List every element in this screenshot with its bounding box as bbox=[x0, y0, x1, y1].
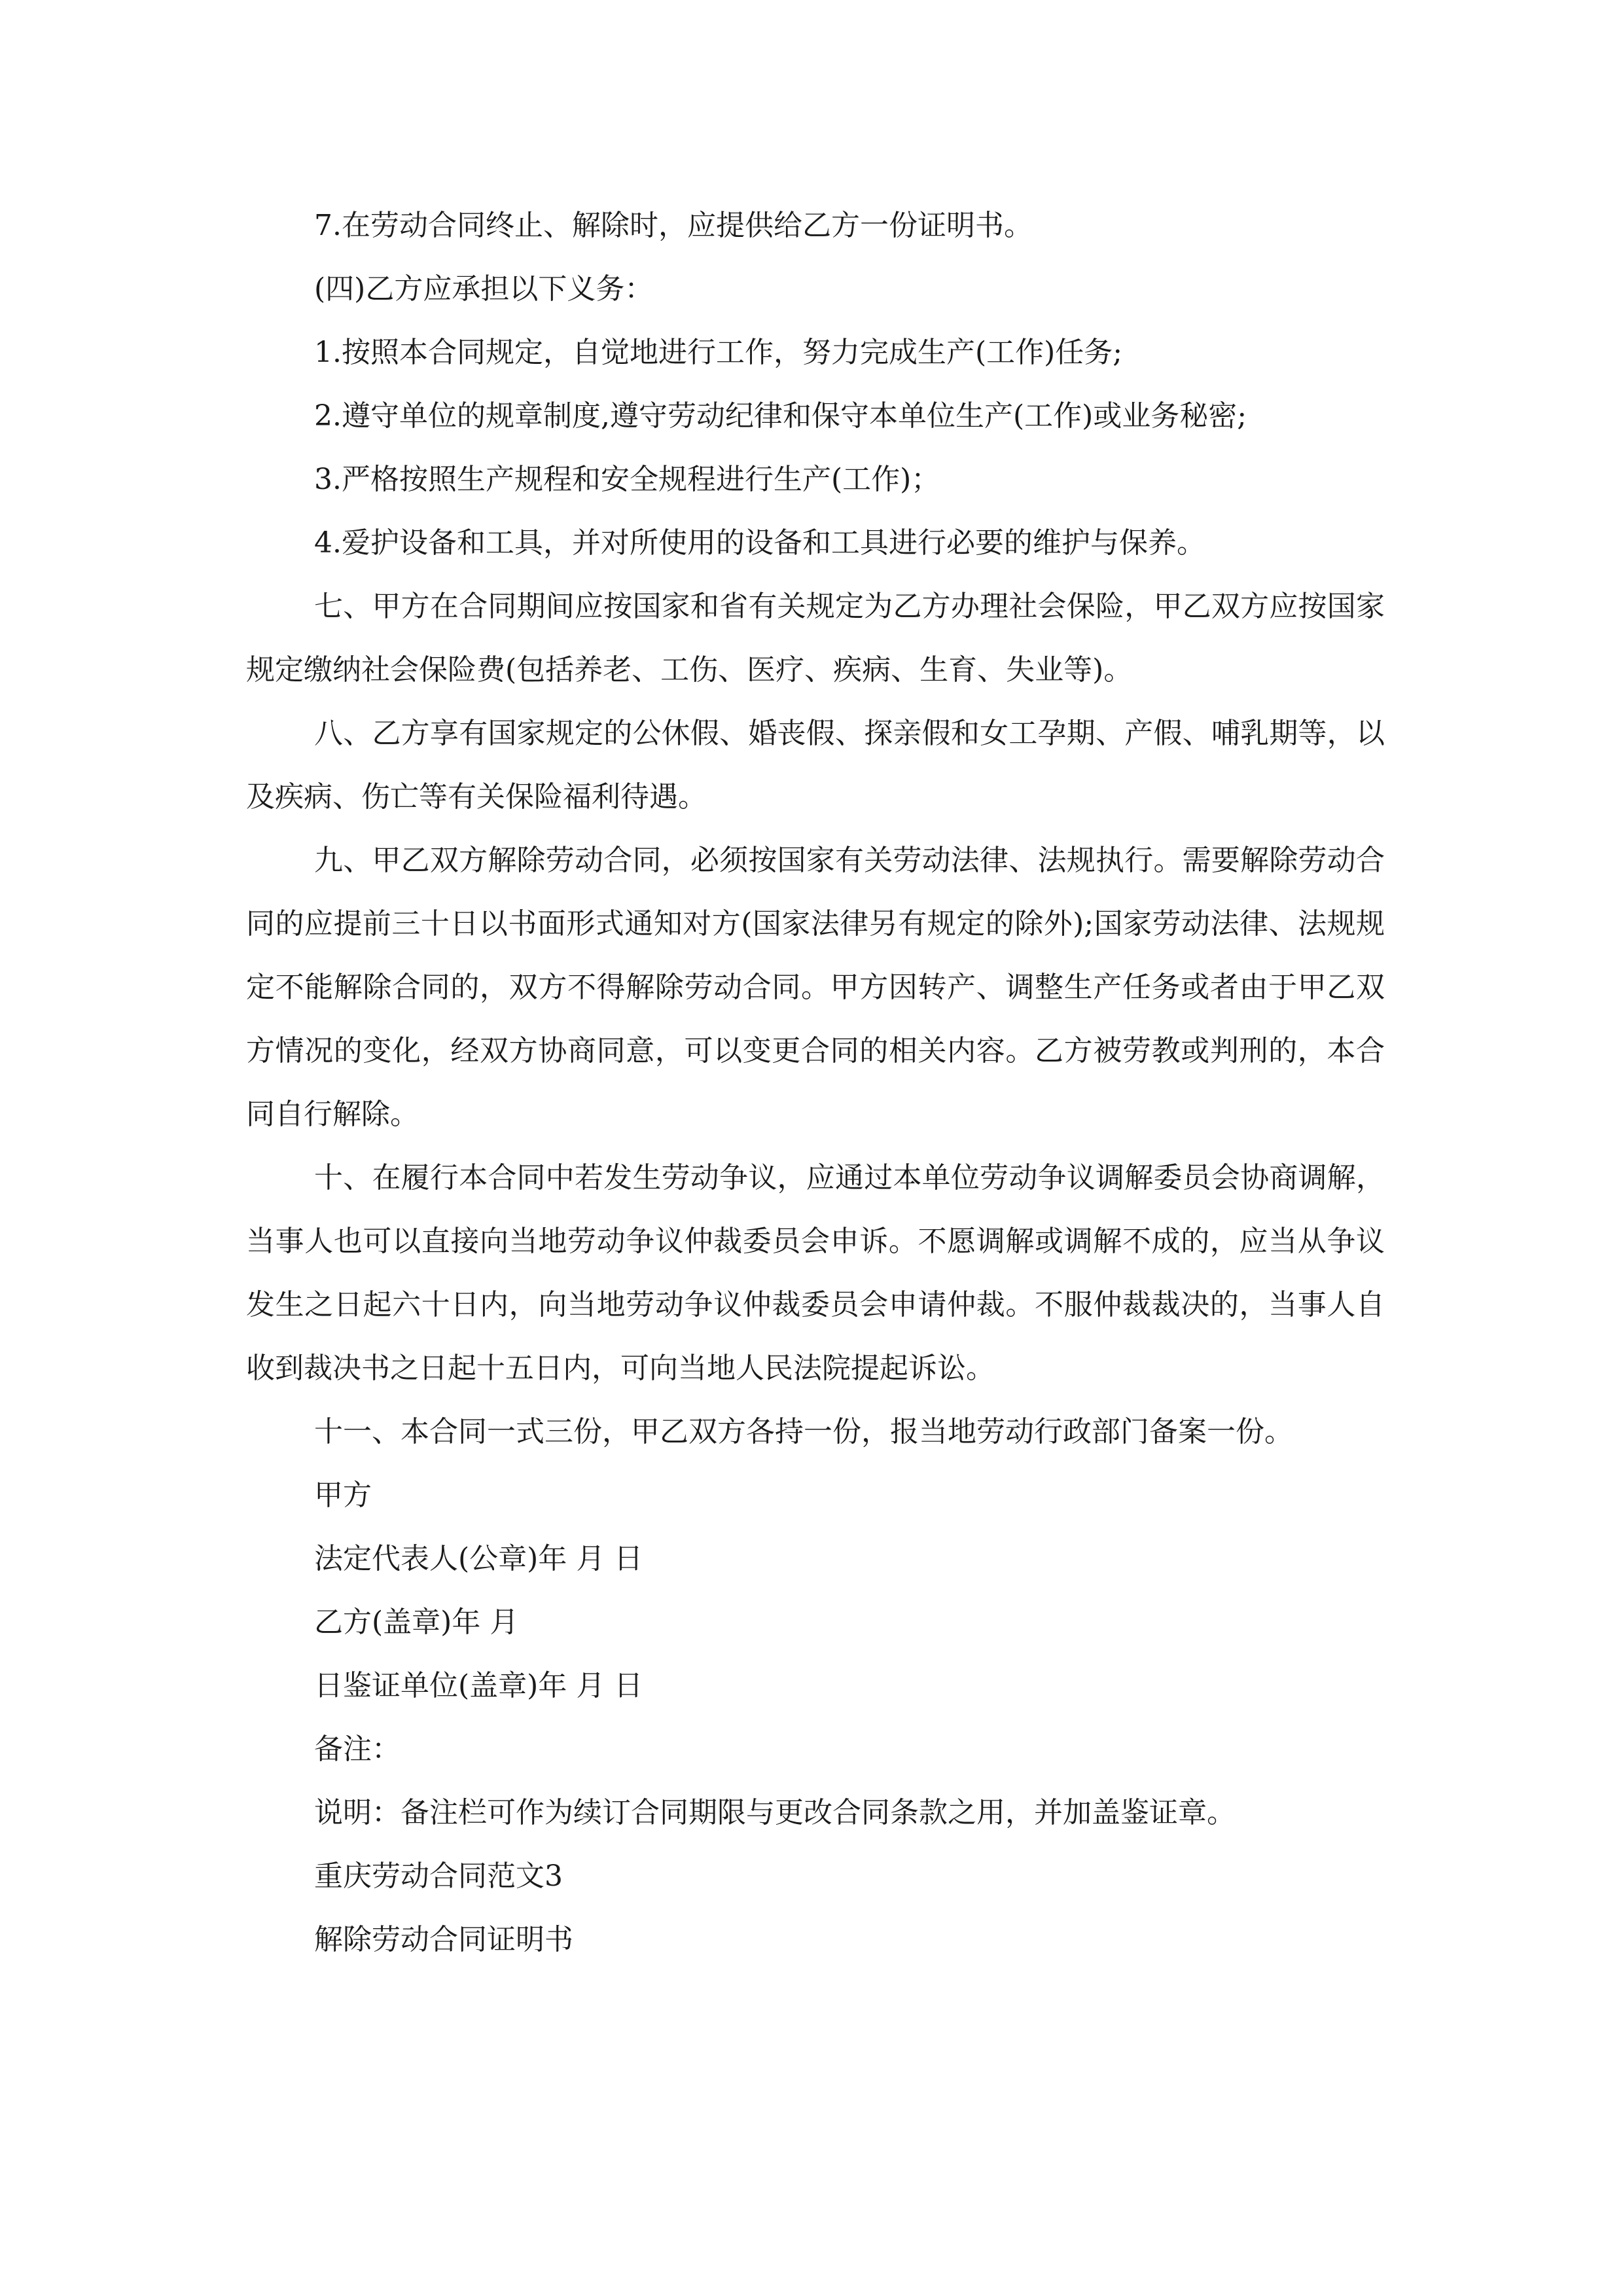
paragraph-party-a: 甲方 bbox=[314, 1479, 372, 1512]
paragraph-certificate-title: 解除劳动合同证明书 bbox=[314, 1923, 573, 1956]
paragraph-obligation-4: 4.爱护设备和工具，并对所使用的设备和工具进行必要的维护与保养。 bbox=[314, 526, 1205, 560]
paragraph-clause-8-leave-benefits: 八、乙方享有国家规定的公休假、婚丧假、探亲假和女工孕期、产假、哺乳期等，以及疾病、伤亡等有关保险福利待遇。 bbox=[246, 717, 1385, 814]
paragraph-sample-title: 重庆劳动合同范文3 bbox=[314, 1859, 563, 1893]
paragraph-clause-7-social-insurance: 七、甲方在合同期间应按国家和省有关规定为乙方办理社会保险，甲乙双方应按国家规定缴纳社会保险费(包括养老、工伤、医疗、疾病、生育、失业等)。 bbox=[246, 590, 1385, 687]
paragraph-party-b-seal: 乙方(盖章)年 月 bbox=[314, 1605, 519, 1639]
paragraph-party-b-obligations-heading: (四)乙方应承担以下义务： bbox=[314, 272, 654, 306]
paragraph-obligation-2: 2.遵守单位的规章制度,遵守劳动纪律和保守本单位生产(工作)或业务秘密; bbox=[314, 399, 1247, 433]
paragraph-obligation-3: 3.严格按照生产规程和安全规程进行生产(工作)； bbox=[314, 463, 940, 496]
paragraph-clause-10-disputes: 十、在履行本合同中若发生劳动争议，应通过本单位劳动争议调解委员会协商调解，当事人也可以直接向当地劳动争议仲裁委员会申诉。不愿调解或调解不成的，应当从争议发生之日起六十日内，向当地劳动争议仲裁委员会申请仲裁。不服仲裁裁决的，当事人自收到裁决书之日起十五日内，可向当地人民法院提起诉讼。 bbox=[246, 1161, 1385, 1385]
paragraph-remarks: 备注： bbox=[314, 1732, 401, 1766]
paragraph-termination-certificate: 7.在劳动合同终止、解除时，应提供给乙方一份证明书。 bbox=[314, 209, 1033, 242]
paragraph-obligation-1: 1.按照本合同规定，自觉地进行工作，努力完成生产(工作)任务; bbox=[314, 336, 1123, 369]
paragraph-clause-9-termination: 九、甲乙双方解除劳动合同，必须按国家有关劳动法律、法规执行。需要解除劳动合同的应提前三十日以书面形式通知对方(国家法律另有规定的除外);国家劳动法律、法规规定不能解除合同的，双方不得解除劳动合同。甲方因转产、调整生产任务或者由于甲乙双方情况的变化，经双方协商同意，可以变更合同的相关内容。乙方被劳教或判刑的，本合同自行解除。 bbox=[246, 844, 1385, 1131]
paragraph-certifying-unit: 日鉴证单位(盖章)年 月 日 bbox=[314, 1669, 643, 1702]
paragraph-legal-representative: 法定代表人(公章)年 月 日 bbox=[314, 1542, 643, 1575]
paragraph-clause-11-copies: 十一、本合同一式三份，甲乙双方各持一份，报当地劳动行政部门备案一份。 bbox=[314, 1415, 1293, 1448]
document-body bbox=[246, 194, 1385, 1971]
paragraph-explanation: 说明：备注栏可作为续订合同期限与更改合同条款之用，并加盖鉴证章。 bbox=[314, 1796, 1236, 1829]
